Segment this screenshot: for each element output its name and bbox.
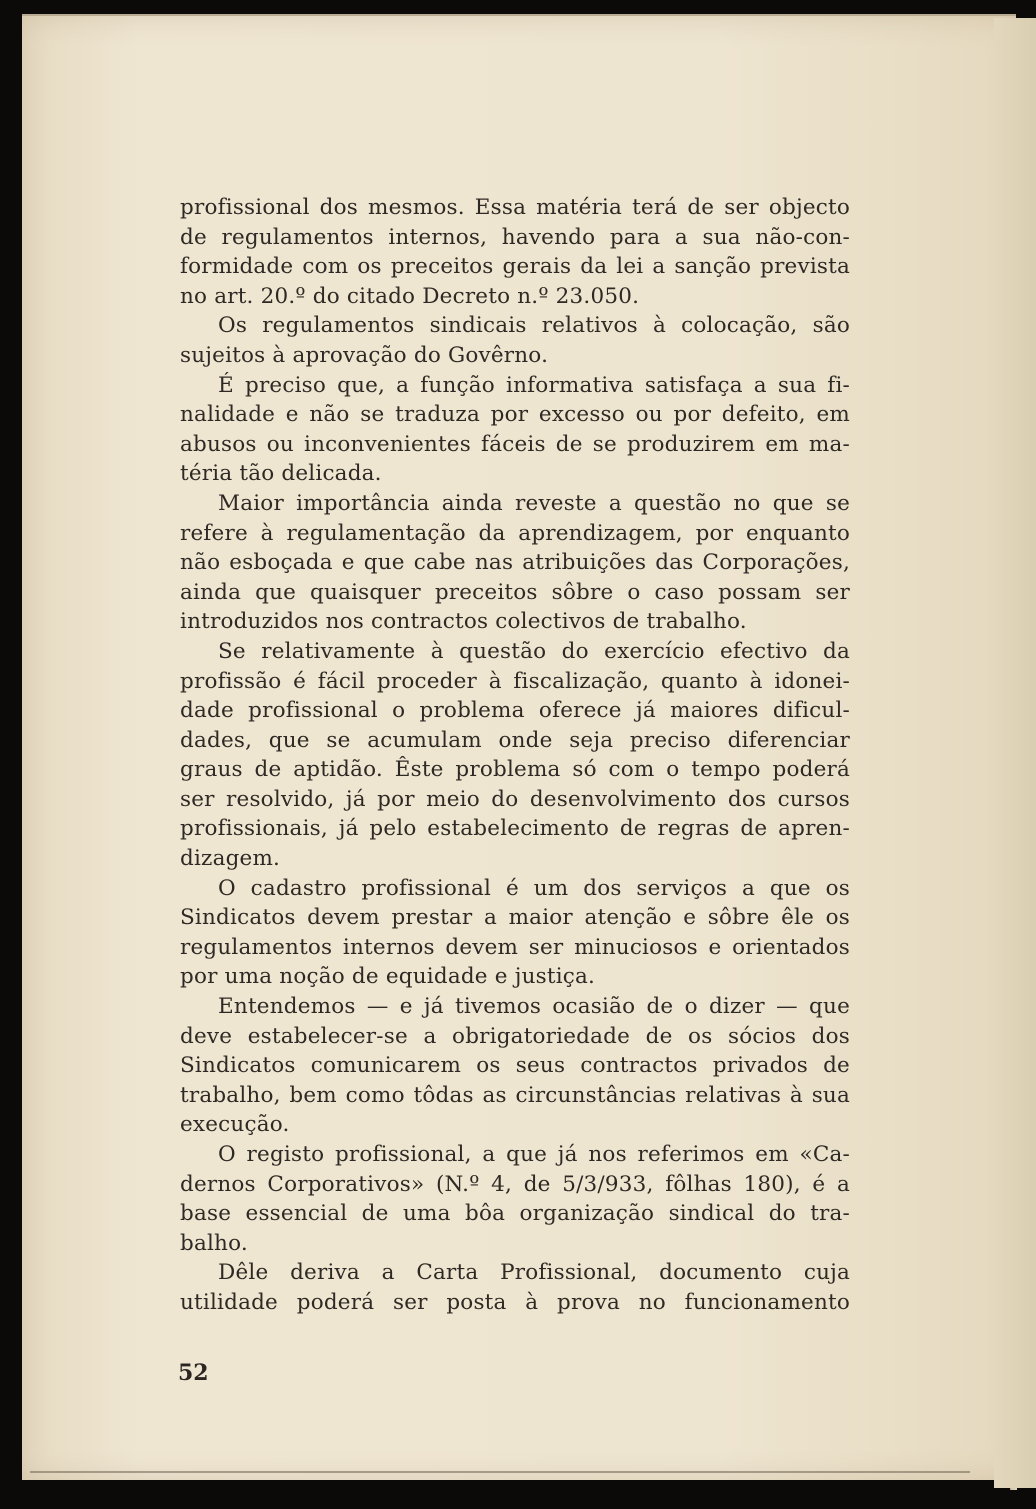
text-line: deve estabelecer-se a obrigatoriedade de os sócios dos — [180, 1023, 850, 1049]
text-line: não esboçada e que cabe nas atribuições das Corporações, — [180, 550, 850, 576]
text-line: ser resolvido, já por meio do desenvolvimento dos cursos — [180, 786, 850, 812]
paragraph — [180, 193, 850, 311]
text-line: execução. — [180, 1112, 290, 1138]
body-text — [180, 193, 850, 1318]
text-line: formidade com os preceitos gerais da lei a sanção prevista — [180, 254, 850, 280]
text-line: Se relativamente à questão do exercício efectivo da — [218, 638, 850, 664]
paragraph — [180, 1140, 850, 1258]
text-line: Dêle deriva a Carta Profissional, documento cuja — [218, 1260, 850, 1286]
text-line: no art. 20.º do citado Decreto n.º 23.050. — [180, 283, 640, 309]
text-line: Maior importância ainda reveste a questão no que se — [218, 490, 850, 516]
text-line: trabalho, bem como tôdas as circunstâncias relativas à sua — [180, 1082, 850, 1108]
paragraph — [180, 1258, 850, 1317]
text-line: téria tão delicada. — [180, 461, 382, 487]
text-line: utilidade poderá ser posta à prova no funcionamento — [180, 1289, 850, 1315]
text-line: ainda que quaisquer preceitos sôbre o caso possam ser — [180, 579, 850, 605]
text-line: Entendemos — e já tivemos ocasião de o dizer — que — [218, 994, 850, 1020]
paragraph — [180, 992, 850, 1140]
text-line: profissão é fácil proceder à fiscalização, quanto à idonei- — [180, 668, 850, 694]
text-line: de regulamentos internos, havendo para a sua não-con- — [180, 224, 850, 250]
text-line: nalidade e não se traduza por excesso ou por defeito, em — [180, 402, 850, 428]
text-line: É preciso que, a função informativa satisfaça a sua fi- — [218, 372, 850, 398]
text-line: abusos ou inconvenientes fáceis de se produzirem em ma- — [180, 431, 850, 457]
text-line: regulamentos internos devem ser minuciosos e orientados — [180, 934, 850, 960]
text-line: Os regulamentos sindicais relativos à colocação, são — [218, 313, 850, 339]
paragraph — [180, 489, 850, 637]
text-line: por uma noção de equidade e justiça. — [180, 964, 596, 990]
bottom-edge-rule — [30, 1471, 970, 1473]
text-line: base essencial de uma bôa organização sindical do tra- — [180, 1201, 850, 1227]
text-line: dernos Corporativos» (N.º 4, de 5/3/933, fôlhas 180), é a — [180, 1171, 850, 1197]
paragraph — [180, 311, 850, 370]
text-line: O cadastro profissional é um dos serviços a que os — [218, 875, 850, 901]
text-line: balho. — [180, 1230, 248, 1256]
text-line: dades, que se acumulam onde seja preciso diferenciar — [180, 727, 850, 753]
text-line: profissionais, já pelo estabelecimento de regras de apren- — [180, 816, 850, 842]
paragraph — [180, 874, 850, 992]
text-line: Sindicatos comunicarem os seus contractos privados de — [180, 1053, 850, 1079]
text-line: sujeitos à aprovação do Govêrno. — [180, 342, 549, 368]
paragraph — [180, 371, 850, 489]
paragraph — [180, 637, 850, 874]
text-line: O registo profissional, a que já nos referimos em «Ca- — [218, 1142, 850, 1167]
text-line: graus de aptidão. Êste problema só com o tempo poderá — [180, 757, 850, 783]
text-line: Sindicatos devem prestar a maior atenção e sôbre êle os — [180, 905, 850, 931]
page-number: 52 — [178, 1360, 209, 1386]
text-line: dizagem. — [180, 846, 281, 872]
text-line: refere à regulamentação da aprendizagem, por enquanto — [180, 520, 850, 546]
facing-page-edge — [994, 18, 1036, 1488]
text-line: introduzidos nos contractos colectivos de trabalho. — [180, 609, 747, 635]
text-line: dade profissional o problema oferece já maiores dificul- — [180, 698, 850, 724]
text-line: profissional dos mesmos. Essa matéria terá de ser objecto — [180, 195, 850, 220]
